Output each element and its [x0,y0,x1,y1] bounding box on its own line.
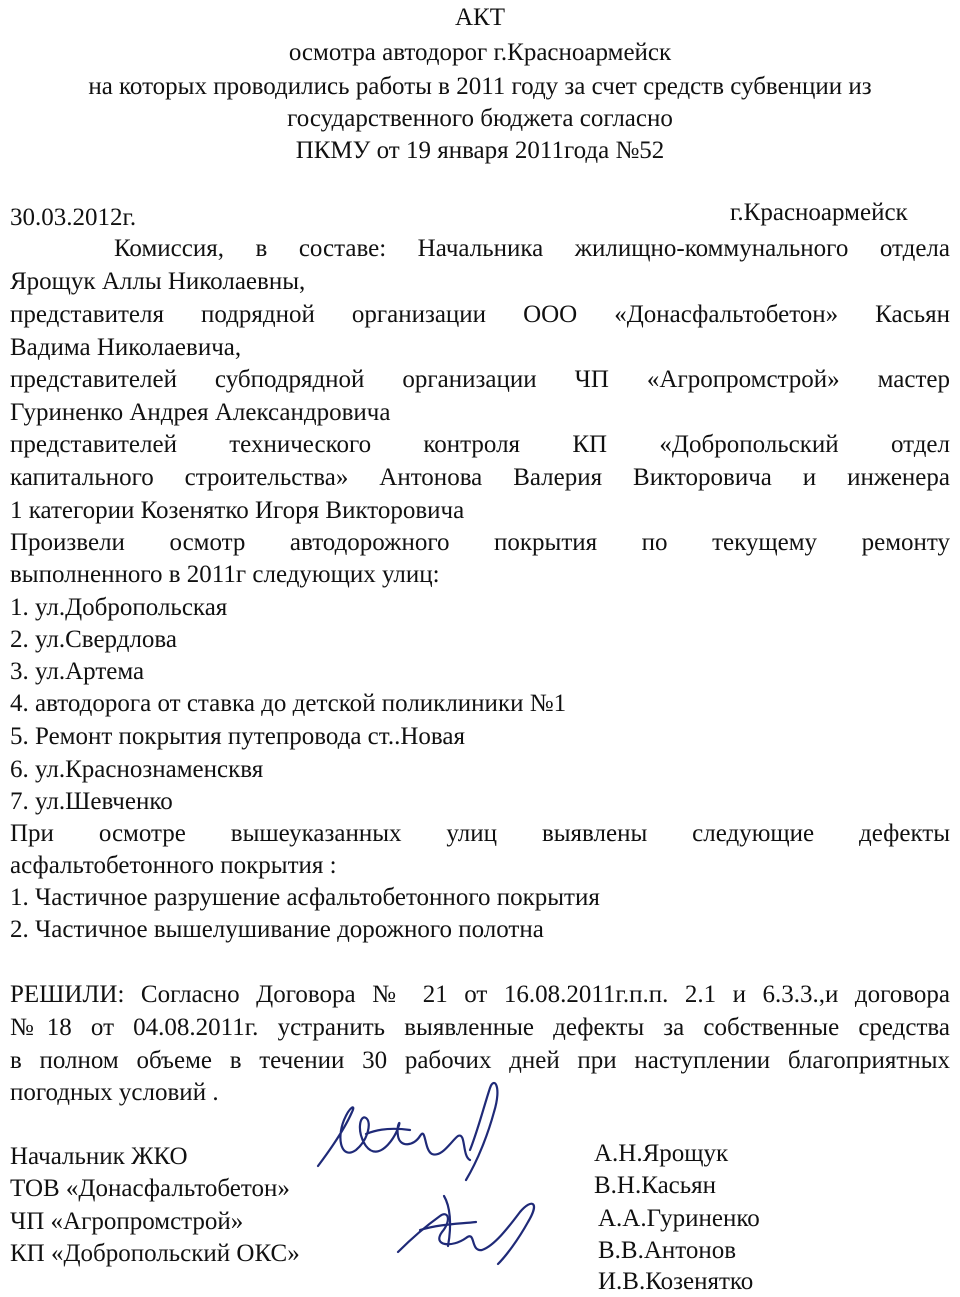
street-item: 7. ул.Шевченко [10,788,173,815]
signature-role: ТОВ «Донасфальтобетон» [10,1175,290,1202]
defects-line: При осмотре вышеуказанных улиц выявлены следующие дефекты [10,820,950,847]
signature-name: В.Н.Касьян [594,1172,717,1199]
commission-line: представителей субподрядной организации ЧП «Агропромстрой» мастер [10,366,950,393]
commission-line: представителя подрядной организации ООО «Донасфальтобетон» Касьян [10,301,950,328]
signature-scribble [318,1107,470,1166]
commission-line: 1 категории Козенятко Игоря Викторовича [10,497,465,524]
street-item: 2. ул.Свердлова [10,626,177,653]
defect-item: 1. Частичное разрушение асфальтобетонного покрытия [10,884,600,911]
signature-role: КП «Добропольский ОКС» [10,1240,300,1267]
decision-line: в полном объеме в течении 30 рабочих дней при наступлении благоприятных [10,1047,950,1074]
street-item: 4. автодорога от ставка до детской поликлиники №1 [10,690,567,717]
decision-line: №18 от 04.08.2011г. устранить выявленные дефекты за собственные средства [10,1014,950,1041]
signature-scribble [398,1204,534,1264]
decision-line: погодных условий . [10,1079,219,1106]
commission-line: представителей технического контроля КП «Добропольский отдел [10,431,950,458]
doc-date: 30.03.2012г. [10,204,137,231]
doc-subtitle-1: осмотра автодорог г.Красноармейск [288,39,672,66]
street-item: 1. ул.Добропольская [10,594,228,621]
signature-role: ЧП «Агропромстрой» [10,1208,244,1235]
signature-name: А.Н.Ярощук [594,1140,729,1167]
street-item: 6. ул.Краснознаменсквя [10,756,264,783]
decision-line: РЕШИЛИ: Согласно Договора № 21 от 16.08.2011г.п.п. 2.1 и 6.3.3.,и договора [10,981,950,1008]
doc-subtitle-3: государственного бюджета согласно [287,105,673,132]
commission-line: Комиссия, в составе: Начальника жилищно-коммунального отдела [114,235,950,262]
doc-subtitle-4: ПКМУ от 19 января 2011года №52 [295,137,665,164]
inspection-line: Произвели осмотр автодорожного покрытия по текущему ремонту [10,529,950,556]
doc-title: АКТ [455,4,505,31]
defects-line: асфальтобетонного покрытия : [10,852,337,879]
doc-subtitle-2: на которых проводились работы в 2011 году за счет средств субвенции из [88,73,872,100]
inspection-line: выполненного в 2011г следующих улиц: [10,561,440,588]
doc-city: г.Красноармейск [730,199,908,226]
signature-role: Начальник ЖКО [10,1143,188,1170]
signature-name: И.В.Козенятко [598,1268,754,1295]
commission-line: Вадима Николаевича, [10,334,242,361]
signature-name: А.А.Гуриненко [598,1205,760,1232]
commission-line: Ярощук Аллы Николаевны, [10,268,306,295]
signature-name: В.В.Антонов [598,1237,737,1264]
signature-scribble [366,1129,410,1134]
commission-line: капитального строительства» Антонова Валерия Викторовича и инженера [10,464,950,491]
defect-item: 2. Частичное вышелушивание дорожного полотна [10,916,544,943]
street-item: 5. Ремонт покрытия путепровода ст..Новая [10,723,465,750]
signature-scribble [466,1083,497,1180]
street-item: 3. ул.Артема [10,658,145,685]
commission-line: Гуриненко Андрея Александровича [10,399,391,426]
